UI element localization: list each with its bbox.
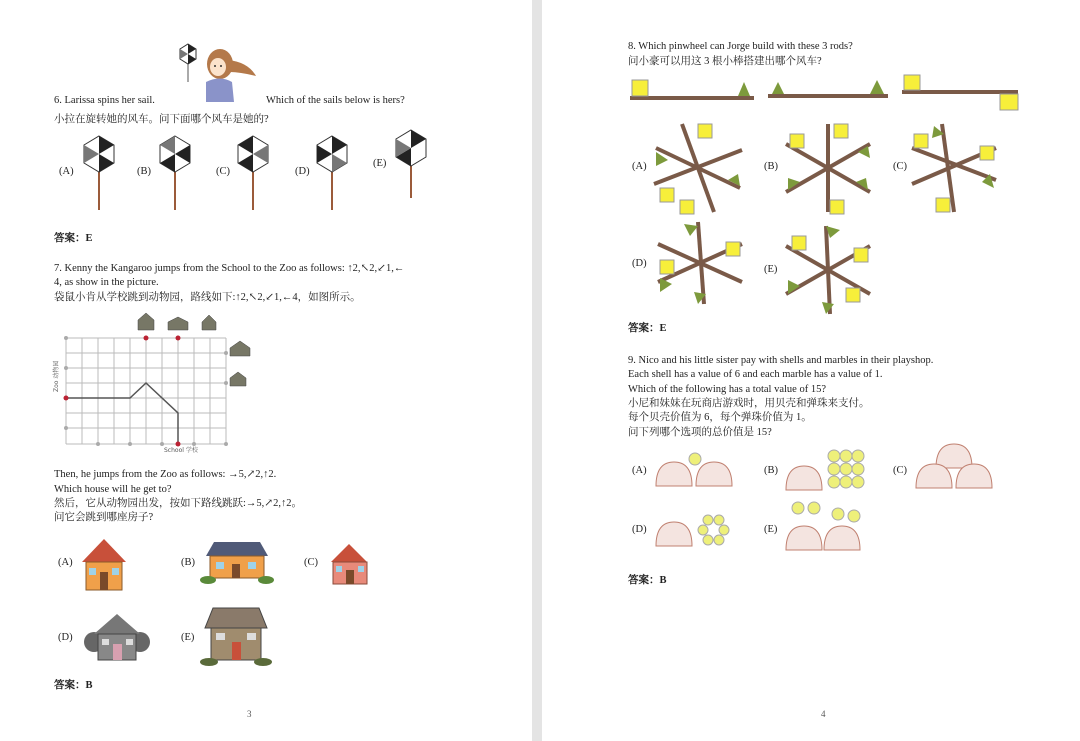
q8-text: 8. Which pinwheel can Jorge build with these 3 rods? [628,41,853,52]
q9-option-d-label[interactable]: (D) [632,524,647,535]
q7-option-d-house-icon[interactable] [84,612,150,664]
q9-text-zh2: 每个贝壳价值为 6，每个弹珠价值为 1。 [628,412,812,423]
q8-option-d-pinwheel-icon[interactable] [654,220,746,306]
q6-option-b-pinwheel-icon[interactable] [156,134,196,210]
q8-option-e-pinwheel-icon[interactable] [782,222,874,318]
page-number-4: 4 [821,709,826,719]
q7-option-c-label[interactable]: (C) [304,557,318,568]
girl-with-pinwheel-illustration [176,42,262,102]
q6-option-c-pinwheel-icon[interactable] [234,134,274,210]
q6-text-right: Which of the sails below is hers? [266,95,405,106]
q8-option-c-label[interactable]: (C) [893,161,907,172]
q9-text-zh1: 小尼和妹妹在玩商店游戏时，用贝壳和弹珠来支付。 [628,398,870,409]
q7-text-zh: 袋鼠小肯从学校跳到动物园，路线如下:↑2,↖2,↙1,←4，如图所示。 [54,292,361,303]
q7-answer: 答案：B [54,680,93,691]
q7-text-line1: 7. Kenny the Kangaroo jumps from the School to the Zoo as follows: ↑2,↖2,↙1,← [54,263,405,274]
document-page-3 [0,0,532,741]
q8-answer: 答案：E [628,323,667,334]
q7-option-a-label[interactable]: (A) [58,557,73,568]
q7-option-b-house-icon[interactable] [200,540,274,586]
q9-option-b-shells-marbles-icon[interactable] [784,448,874,494]
q6-option-d-pinwheel-icon[interactable] [313,134,353,210]
q9-option-e-label[interactable]: (E) [764,524,778,535]
kangaroo-grid-map [50,310,260,458]
q7-option-d-label[interactable]: (D) [58,632,73,643]
q8-text-zh: 问小豪可以用这 3 根小棒搭建出哪个风车? [628,56,822,67]
q9-answer: 答案：B [628,575,667,586]
zoo-label: Zoo 动物园 [53,360,60,392]
q6-option-a-label[interactable]: (A) [59,166,74,177]
q7-option-c-house-icon[interactable] [325,542,377,586]
q7-then-text: Then, he jumps from the Zoo as follows: →5,↗2,↑2. [54,469,277,480]
q6-option-d-label[interactable]: (D) [295,166,310,177]
q9-option-b-label[interactable]: (B) [764,465,778,476]
q6-option-b-label[interactable]: (B) [137,166,151,177]
q6-option-e-pinwheel-icon[interactable] [392,128,432,204]
school-label: School 学校 [164,447,198,454]
q9-option-a-label[interactable]: (A) [632,465,647,476]
q7-question-text-zh: 问它会跳到哪座房子? [54,512,154,523]
q6-text-left: Larissa spins her sail. [64,95,155,106]
q7-option-e-label[interactable]: (E) [181,632,195,643]
q8-option-e-label[interactable]: (E) [764,264,778,275]
q6-text-zh: 小拉在旋转她的风车。问下面哪个风车是她的? [54,114,269,125]
q8-option-d-label[interactable]: (D) [632,258,647,269]
q7-then-text-zh: 然后，它从动物园出发，按如下路线跳跃:→5,↗2,↑2。 [54,498,302,509]
q6-option-e-label[interactable]: (E) [373,158,387,169]
q9-text-line1: 9. Nico and his little sister pay with shells and marbles in their playshop. [628,355,934,366]
q8-option-b-label[interactable]: (B) [764,161,778,172]
page-number-3: 3 [247,709,252,719]
q9-text-line2: Each shell has a value of 6 and each marble has a value of 1. [628,369,883,380]
q8-option-b-pinwheel-icon[interactable] [782,120,874,216]
q8-option-a-label[interactable]: (A) [632,161,647,172]
q8-option-c-pinwheel-icon[interactable] [908,120,1000,216]
q7-text-line2: 4, as show in the picture. [54,277,159,288]
q9-option-c-label[interactable]: (C) [893,465,907,476]
q8-option-a-pinwheel-icon[interactable] [652,120,744,216]
q7-option-e-house-icon[interactable] [201,604,271,666]
q9-option-c-shells-marbles-icon[interactable] [914,442,998,492]
page-gutter [532,0,542,741]
document-page-4 [542,0,1080,741]
q9-text-zh3: 问下列哪个选项的总价值是 15? [628,427,772,438]
q7-question-text: Which house will he get to? [54,484,172,495]
q6-option-c-label[interactable]: (C) [216,166,230,177]
q6-answer: 答案：E [54,233,93,244]
q7-option-b-label[interactable]: (B) [181,557,195,568]
q9-option-d-shells-marbles-icon[interactable] [654,510,738,550]
q9-option-e-shells-marbles-icon[interactable] [784,500,868,552]
three-rods-illustration [630,72,1022,110]
q9-text-line3: Which of the following has a total value of 15? [628,384,826,395]
q6-option-a-pinwheel-icon[interactable] [80,134,120,210]
q9-option-a-shells-marbles-icon[interactable] [654,452,738,492]
q7-option-a-house-icon[interactable] [80,538,128,592]
q6-number: 6. [54,95,62,106]
